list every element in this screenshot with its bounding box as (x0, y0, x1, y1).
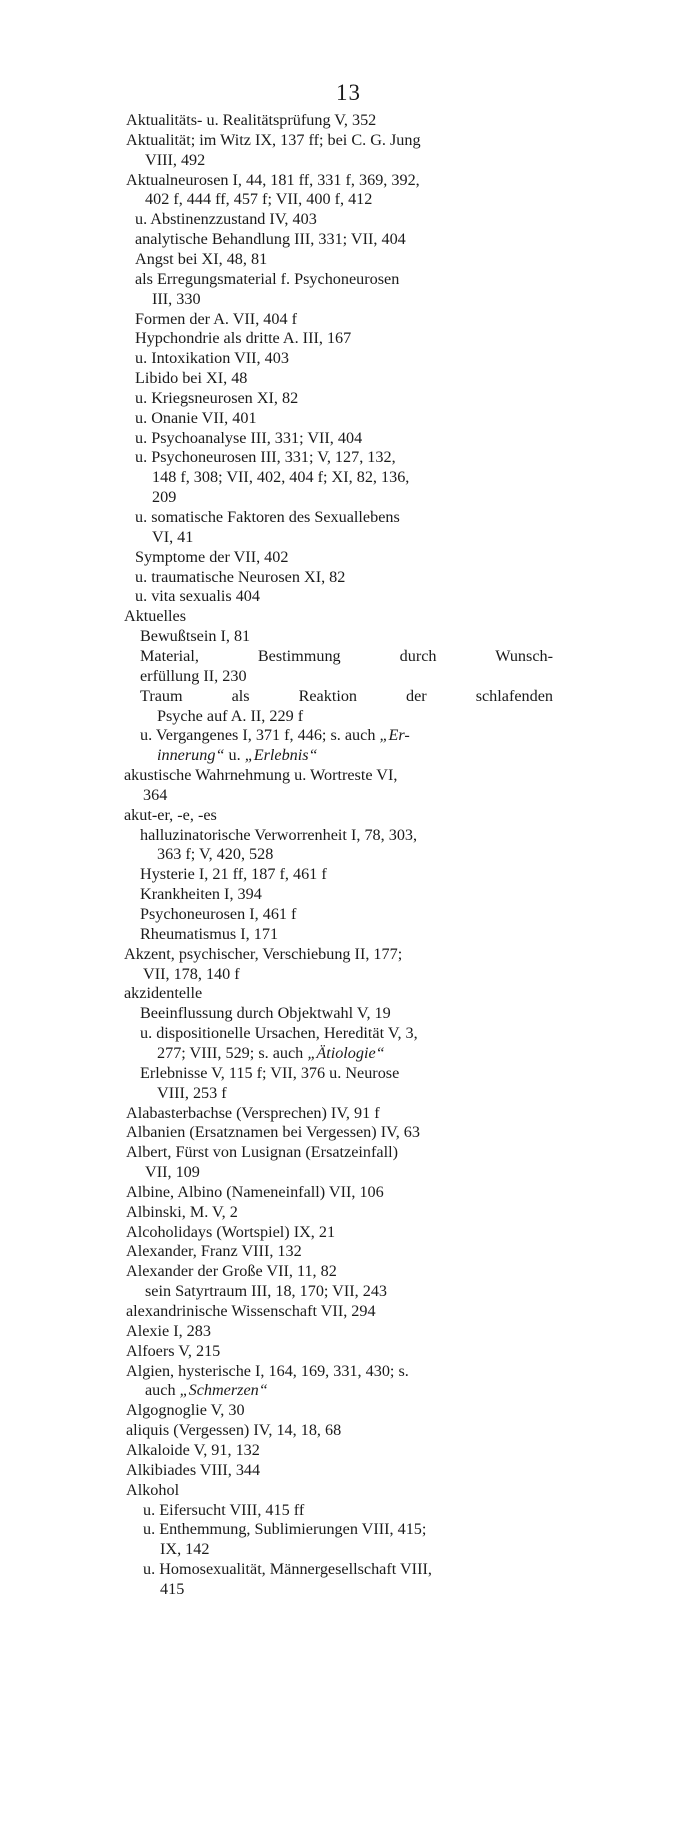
index-line: 363 f; V, 420, 528 (157, 845, 274, 864)
page-number: 13 (336, 80, 361, 105)
index-line: VIII, 253 f (157, 1083, 227, 1102)
index-line: u. Kriegsneurosen XI, 82 (135, 388, 299, 407)
index-line: u. Eifersucht VIII, 415 ff (143, 1500, 305, 1519)
index-line: Aktuelles (124, 607, 187, 626)
index-line: Algognoglie V, 30 (126, 1401, 245, 1420)
index-line: Alfoers V, 215 (126, 1341, 221, 1360)
index-line: Psyche auf A. II, 229 f (157, 706, 304, 725)
index-line: u. somatische Faktoren des Sexuallebens (135, 508, 400, 526)
index-line: Krankheiten I, 394 (140, 885, 262, 904)
index-line: 209 (152, 488, 177, 507)
index-line: u. Psychoneurosen III, 331; V, 127, 132, (135, 448, 396, 467)
index-line: akut-er, -e, -es (124, 805, 217, 824)
index-line: 277; VIII, 529; s. auch „Ätiologie“ (157, 1043, 385, 1062)
index-line: akzidentelle (124, 984, 203, 1003)
index-line: auch „Schmerzen“ (145, 1381, 268, 1400)
index-line: Alkibiades VIII, 344 (126, 1460, 261, 1479)
index-line: u. Homosexualität, Männergesellschaft VIII, (143, 1560, 432, 1579)
index-line: u. Intoxikation VII, 403 (135, 349, 289, 368)
index-line: VII, 109 (145, 1163, 200, 1182)
index-line: u. vita sexualis 404 (135, 587, 260, 606)
index-line: u. traumatische Neurosen XI, 82 (135, 567, 346, 586)
index-line: Beeinflussung durch Objektwahl V, 19 (140, 1004, 391, 1023)
index-line: halluzinatorische Verworrenheit I, 78, 303, (140, 825, 418, 844)
index-line: Material, Bestimmung durch Wunsch- (140, 646, 553, 665)
index-line: Alexie I, 283 (126, 1321, 211, 1340)
index-line: Alexander, Franz VIII, 132 (126, 1242, 302, 1261)
index-line: Alkohol (126, 1480, 180, 1499)
index-line: Albine, Albino (Nameneinfall) VII, 106 (126, 1182, 384, 1201)
index-line: Alcoholidays (Wortspiel) IX, 21 (126, 1222, 336, 1241)
index-line: Aktualneurosen I, 44, 181 ff, 331 f, 369, 392, (126, 170, 420, 189)
index-line: Albinski, M. V, 2 (126, 1202, 238, 1221)
index-line: erfüllung II, 230 (140, 666, 247, 685)
index-line: Angst bei XI, 48, 81 (135, 249, 268, 268)
index-line: Psychoneurosen I, 461 f (140, 905, 297, 923)
index-line: u. Vergangenes I, 371 f, 446; s. auch „Er- (140, 726, 410, 745)
index-line: Erlebnisse V, 115 f; VII, 376 u. Neurose (140, 1063, 400, 1082)
index-line: als Erregungsmaterial f. Psychoneurosen (135, 269, 400, 288)
index-line: Traum als Reaktion der schlafenden (140, 686, 553, 705)
index-line: akustische Wahrnehmung u. Wortreste VI, (124, 766, 398, 785)
index-line: Libido bei XI, 48 (135, 369, 248, 388)
index-line: aliquis (Vergessen) IV, 14, 18, 68 (126, 1421, 342, 1440)
index-line: alexandrinische Wissenschaft VII, 294 (126, 1302, 376, 1320)
index-line: Albanien (Ersatznamen bei Vergessen) IV, 63 (126, 1123, 420, 1142)
index-line: innerung“ u. „Erlebnis“ (157, 746, 318, 765)
index-line: Hysterie I, 21 ff, 187 f, 461 f (140, 865, 327, 884)
index-line: Akzent, psychischer, Verschiebung II, 177; (124, 944, 403, 963)
index-line: Albert, Fürst von Lusignan (Ersatzeinfall) (126, 1143, 398, 1162)
index-line: VI, 41 (152, 527, 194, 546)
index-line: Alexander der Große VII, 11, 82 (126, 1262, 337, 1281)
index-line: Symptome der VII, 402 (135, 547, 289, 566)
index-line: IX, 142 (160, 1540, 210, 1559)
index-line: sein Satyrtraum III, 18, 170; VII, 243 (145, 1282, 388, 1301)
index-line: u. Abstinenzzustand IV, 403 (135, 210, 317, 229)
index-line: VIII, 492 (145, 150, 206, 169)
index-line: VII, 178, 140 f (143, 964, 240, 983)
index-line: Hypchondrie als dritte A. III, 167 (135, 329, 352, 348)
index-line: u. Psychoanalyse III, 331; VII, 404 (135, 428, 363, 447)
index-line: Alabasterbachse (Versprechen) IV, 91 f (126, 1103, 380, 1122)
index-line: 402 f, 444 ff, 457 f; VII, 400 f, 412 (145, 190, 373, 209)
index-line: III, 330 (152, 289, 201, 308)
index-line: u. Enthemmung, Sublimierungen VIII, 415; (143, 1520, 427, 1539)
index-line: Bewußtsein I, 81 (140, 627, 251, 646)
index-line: u. dispositionelle Ursachen, Heredität V, 3, (140, 1024, 418, 1043)
index-line: 364 (143, 785, 168, 804)
index-line: Alkaloide V, 91, 132 (126, 1440, 260, 1459)
index-line: Algien, hysterische I, 164, 169, 331, 430; s. (126, 1361, 409, 1380)
index-line: u. Onanie VII, 401 (135, 408, 257, 427)
index-line: analytische Behandlung III, 331; VII, 404 (135, 230, 406, 249)
index-line: Formen der A. VII, 404 f (135, 309, 298, 328)
index-line: Rheumatismus I, 171 (140, 924, 279, 943)
index-line: 415 (160, 1579, 185, 1598)
index-line: Aktualität; im Witz IX, 137 ff; bei C. G. Jung (126, 130, 421, 149)
index-line: 148 f, 308; VII, 402, 404 f; XI, 82, 136, (152, 468, 410, 487)
index-line: Aktualitäts- u. Realitätsprüfung V, 352 (126, 111, 377, 129)
